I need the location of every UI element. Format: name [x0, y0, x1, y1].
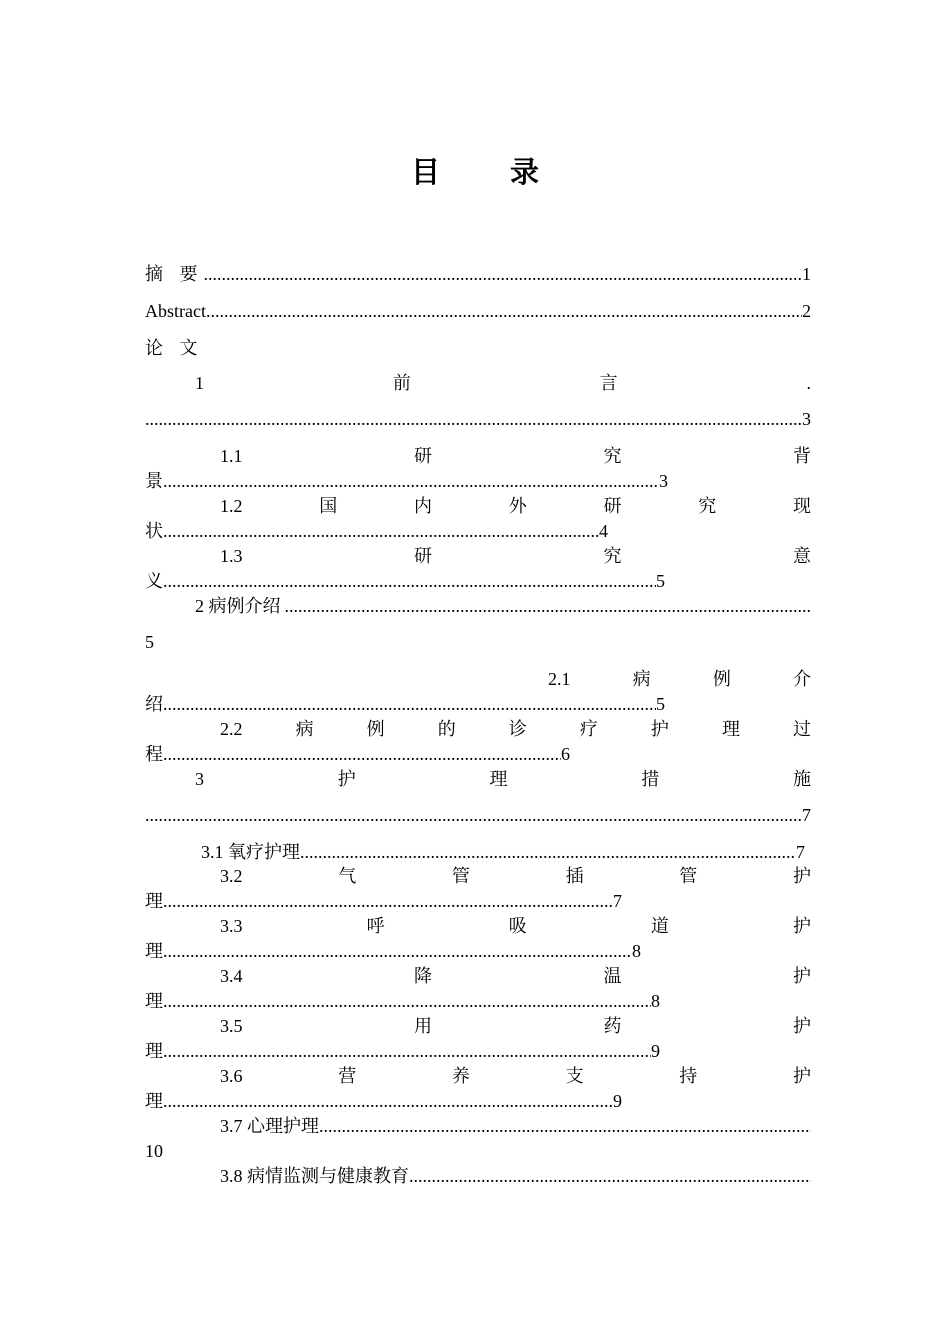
toc-entry-3[interactable]	[145, 767, 811, 791]
toc-entry-3-7[interactable]	[145, 1114, 811, 1138]
toc-char: 护	[792, 1066, 811, 1086]
dot-leader	[163, 1039, 651, 1063]
toc-char: 义	[145, 571, 163, 591]
toc-number: 3.3	[220, 916, 243, 936]
toc-char: 状	[145, 521, 163, 541]
toc-label: Abstract	[145, 301, 206, 321]
toc-page-number: 2	[802, 301, 811, 321]
toc-char: 的	[437, 719, 456, 739]
dot-leader	[163, 519, 599, 543]
toc-char: 护	[793, 966, 811, 986]
toc-page-number: 8	[651, 991, 660, 1011]
toc-entry-1[interactable]	[145, 371, 811, 395]
toc-entry-2[interactable]	[145, 594, 811, 618]
page-title: 目 录	[410, 155, 570, 189]
toc-char: 研	[414, 546, 432, 566]
toc-page-number: 4	[599, 521, 608, 541]
toc-entry-1-3-leader[interactable]	[145, 569, 811, 593]
toc-char: 理	[721, 719, 740, 739]
toc-number: 3.4	[220, 966, 243, 986]
toc-char: 理	[489, 769, 508, 789]
toc-number: 2.2	[220, 719, 243, 739]
toc-entry-3-leader[interactable]	[145, 803, 811, 827]
toc-label: 3.8 病情监测与健康教育	[220, 1166, 409, 1186]
toc-char: 护	[793, 1016, 811, 1036]
toc-page-number: 7	[796, 842, 805, 862]
toc-page-number: 9	[651, 1041, 660, 1061]
toc-char: 理	[145, 1091, 163, 1111]
toc-char: 前	[392, 373, 411, 393]
toc-char: 支	[565, 1066, 584, 1086]
toc-entry-abstract-en[interactable]	[145, 299, 811, 323]
toc-entry-3-3-leader[interactable]	[145, 939, 811, 963]
toc-label: 论 文	[145, 338, 204, 358]
toc-entry-3-4-leader[interactable]	[145, 989, 811, 1013]
toc-number: 3.6	[220, 1066, 243, 1086]
toc-page-number: 3	[802, 409, 811, 429]
toc-entry-3-1[interactable]	[145, 840, 805, 864]
toc-char: 管	[451, 866, 470, 886]
toc-entry-1-1[interactable]	[145, 444, 811, 468]
toc-char: 病	[632, 669, 651, 689]
toc-number: 1.3	[220, 546, 243, 566]
toc-char: 护	[337, 769, 356, 789]
toc-entry-1-2[interactable]	[145, 494, 811, 518]
toc-number: 1.1	[220, 446, 243, 466]
toc-char: 理	[145, 891, 163, 911]
dot-leader	[163, 939, 632, 963]
toc-entry-3-2-leader[interactable]	[145, 889, 811, 913]
toc-char: 插	[565, 866, 584, 886]
toc-char: 介	[792, 669, 811, 689]
toc-label: 3.7 心理护理	[220, 1116, 319, 1136]
toc-char: 呼	[366, 916, 385, 936]
toc-char: 持	[679, 1066, 698, 1086]
dot-leader	[319, 1114, 811, 1138]
toc-char: 例	[366, 719, 385, 739]
toc-char: 内	[414, 496, 432, 516]
toc-char: .	[806, 373, 811, 393]
dot-leader	[163, 692, 656, 716]
toc-number: 3	[195, 769, 204, 789]
toc-char: 措	[641, 769, 660, 789]
dot-leader	[145, 407, 802, 431]
toc-char: 护	[793, 916, 811, 936]
toc-entry-1-3[interactable]	[145, 544, 811, 568]
toc-page-number: 5	[145, 632, 154, 652]
toc-number: 3.5	[220, 1016, 243, 1036]
toc-entry-3-5-leader[interactable]	[145, 1039, 811, 1063]
toc-char: 管	[679, 866, 698, 886]
toc-char: 施	[793, 769, 811, 789]
toc-char: 意	[793, 546, 811, 566]
toc-page-number: 10	[145, 1141, 163, 1161]
dot-leader	[163, 1089, 613, 1113]
toc-entry-1-2-leader[interactable]	[145, 519, 811, 543]
toc-entry-3-8[interactable]	[145, 1164, 811, 1188]
toc-char: 现	[793, 496, 811, 516]
toc-char: 过	[793, 719, 811, 739]
toc-page-number: 5	[656, 694, 665, 714]
dot-leader	[163, 742, 561, 766]
toc-char: 用	[414, 1016, 432, 1036]
dot-leader	[281, 594, 812, 618]
toc-char: 外	[508, 496, 527, 516]
toc-char: 究	[603, 546, 622, 566]
toc-char: 营	[338, 1066, 357, 1086]
toc-char: 温	[603, 966, 622, 986]
toc-label: 摘 要	[145, 264, 204, 284]
toc-entry-1-leader[interactable]	[145, 407, 811, 431]
toc-char: 护	[792, 866, 811, 886]
toc-entry-abstract-cn[interactable]	[145, 262, 811, 286]
toc-char: 理	[145, 991, 163, 1011]
toc-char: 究	[698, 496, 717, 516]
toc-entry-thesis[interactable]	[145, 336, 811, 360]
toc-char: 理	[145, 941, 163, 961]
toc-char: 言	[599, 373, 618, 393]
toc-char: 程	[145, 744, 163, 764]
toc-entry-3-7-page[interactable]	[145, 1139, 811, 1163]
toc-char: 研	[414, 446, 432, 466]
dot-leader	[163, 469, 659, 493]
dot-leader	[145, 803, 802, 827]
toc-char: 诊	[508, 719, 527, 739]
toc-entry-3-4[interactable]	[145, 964, 811, 988]
toc-char: 气	[338, 866, 357, 886]
toc-page-number: 8	[632, 941, 641, 961]
toc-char: 药	[603, 1016, 622, 1036]
toc-char: 例	[712, 669, 731, 689]
toc-entry-2-1-leader[interactable]	[145, 692, 811, 716]
toc-page-number: 1	[802, 264, 811, 284]
toc-char: 研	[603, 496, 622, 516]
toc-number: 1.2	[220, 496, 243, 516]
toc-entry-2-page[interactable]	[145, 630, 811, 654]
toc-number: 1	[195, 373, 204, 393]
toc-char: 背	[793, 446, 811, 466]
toc-entry-2-2-leader[interactable]	[145, 742, 811, 766]
toc-char: 景	[145, 471, 163, 491]
toc-char: 降	[414, 966, 432, 986]
toc-entry-3-5[interactable]	[145, 1014, 811, 1038]
dot-leader	[206, 299, 802, 323]
toc-char: 理	[145, 1041, 163, 1061]
toc-entry-1-1-leader[interactable]	[145, 469, 811, 493]
toc-page-number: 7	[613, 891, 622, 911]
toc-label: 2 病例介绍	[195, 596, 281, 616]
toc-page-number: 6	[561, 744, 570, 764]
toc-char: 道	[650, 916, 669, 936]
dot-leader	[300, 840, 796, 864]
toc-char: 护	[650, 719, 669, 739]
toc-char: 病	[295, 719, 314, 739]
toc-number: 2.1	[548, 669, 571, 689]
dot-leader	[163, 569, 656, 593]
toc-entry-3-6-leader[interactable]	[145, 1089, 811, 1113]
dot-leader	[204, 262, 803, 286]
toc-entry-2-1[interactable]	[145, 667, 811, 691]
toc-char: 疗	[579, 719, 598, 739]
toc-char: 养	[451, 1066, 470, 1086]
toc-char: 究	[603, 446, 622, 466]
toc-page-number: 9	[613, 1091, 622, 1111]
toc-entry-3-6[interactable]	[145, 1064, 811, 1088]
dot-leader	[409, 1164, 811, 1188]
toc-entry-3-3[interactable]	[145, 914, 811, 938]
toc-page-number: 5	[656, 571, 665, 591]
toc-char: 吸	[508, 916, 527, 936]
toc-entry-3-2[interactable]	[145, 864, 811, 888]
toc-label: 3.1 氧疗护理	[201, 842, 300, 862]
toc-entry-2-2[interactable]	[145, 717, 811, 741]
toc-char: 国	[319, 496, 338, 516]
toc-page-number: 3	[659, 471, 668, 491]
toc-page-number: 7	[802, 805, 811, 825]
dot-leader	[163, 989, 651, 1013]
toc-number: 3.2	[220, 866, 243, 886]
dot-leader	[163, 889, 613, 913]
toc-char: 绍	[145, 694, 163, 714]
